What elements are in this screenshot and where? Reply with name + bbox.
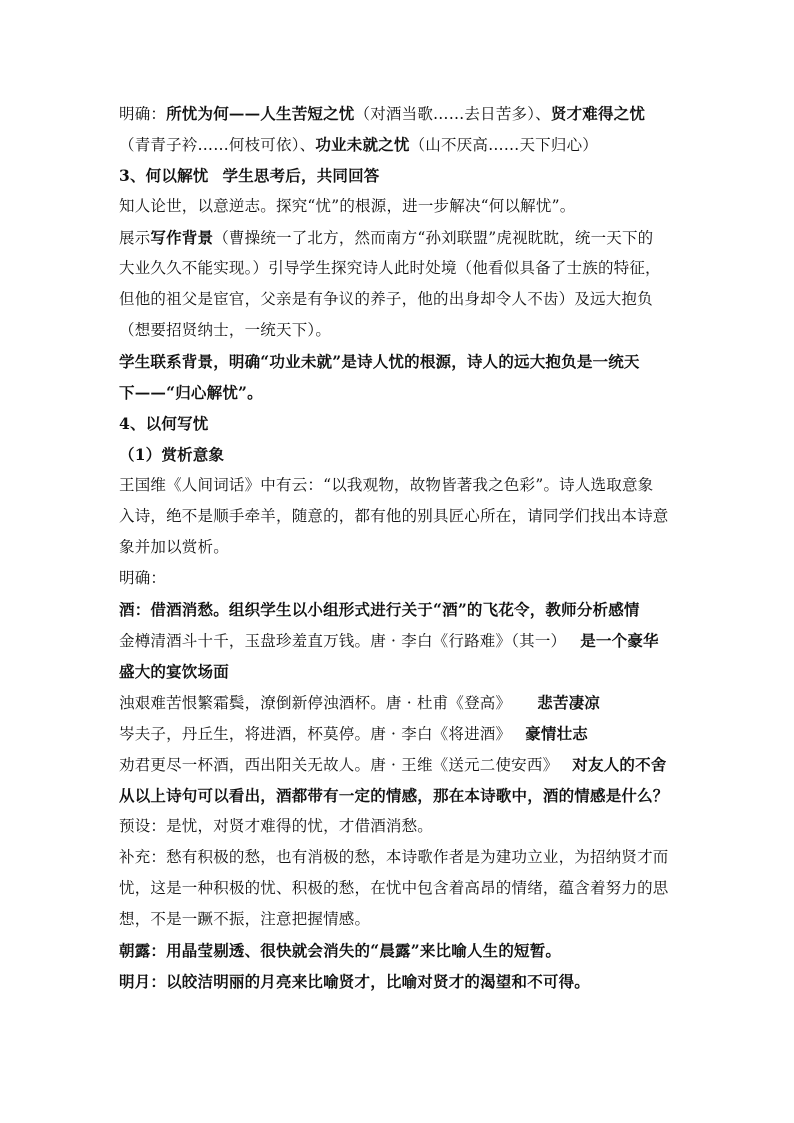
text-line-bold: 朝露：用晶莹剔透、很快就会消失的“晨露”来比喻人生的短暂。 <box>119 941 562 960</box>
text-line: 明确： <box>119 569 167 587</box>
text-line: 但他的祖父是宦官，父亲是有争议的养子，他的出身却令人不齿）及远大抱负 <box>119 290 653 308</box>
text-line-bold: 从以上诗句可以看出，酒都带有一定的情感，那在本诗歌中，酒的情感是什么？ <box>119 786 669 805</box>
text-line: 岑夫子，丹丘生，将进酒，杯莫停。唐 · 李白《将进酒》 豪情壮志 <box>119 724 588 743</box>
text-line: 展示写作背景（曹操统一了北方，然而南方“孙刘联盟”虎视眈眈，统一天下的 <box>119 228 654 247</box>
text-line: （青青子衿……何枝可依）、功业未就之忧（山不厌高……天下归心） <box>119 135 598 154</box>
text-line-bold: 学生联系背景，明确“功业未就”是诗人忧的根源，诗人的远大抱负是一统天 <box>119 352 640 371</box>
text-line-bold: 酒：借酒消愁。组织学生以小组形式进行关于“酒”的飞花令，教师分析感情 <box>119 600 640 619</box>
text-line: 知人论世，以意逆志。探究“忧”的根源，进一步解决“何以解忧”。 <box>119 197 576 215</box>
text-line: 明确：所忧为何——人生苦短之忧（对酒当歌……去日苦多）、贤才难得之忧 <box>119 104 646 123</box>
text-line: 浊艰难苦恨繁霜鬓，潦倒新停浊酒杯。唐 · 杜甫《登高》 悲苦凄凉 <box>119 693 600 712</box>
text-line: 补充：愁有积极的愁，也有消极的愁，本诗歌作者是为建功立业，为招纳贤才而 <box>119 848 669 866</box>
text-line: 大业久久不能实现。）引导学生探究诗人此时处境（他看似具备了士族的特征， <box>119 259 661 277</box>
text-line: 王国维《人间词话》中有云：“以我观物，故物皆著我之色彩”。诗人选取意象 <box>119 476 654 494</box>
section-heading: 4、以何写忧 <box>119 414 209 433</box>
text-line: 金樽清酒斗十千，玉盘珍羞直万钱。唐 · 李白《行路难》（其一） 是一个豪华 <box>119 631 659 650</box>
text-line: 劝君更尽一杯酒，西出阳关无故人。唐 · 王维《送元二使安西》 对友人的不舍 <box>119 755 667 774</box>
text-line: 想，不是一蹶不振，注意把握情感。 <box>119 910 371 928</box>
text-line: 忧，这是一种积极的忧、积极的愁，在忧中包含着高昂的情绪，蕴含着努力的思 <box>119 879 669 897</box>
text-line: 入诗，绝不是顺手牵羊，随意的，都有他的别具匠心所在，请同学们找出本诗意 <box>119 507 669 525</box>
text-line-bold: 下——“归心解忧”。 <box>119 383 263 402</box>
subsection-heading: （1）赏析意象 <box>119 445 225 464</box>
document-body <box>119 98 679 997</box>
text-line-bold: 盛大的宴饮场面 <box>119 662 229 681</box>
text-line: 预设：是忧，对贤才难得的忧，才借酒消愁。 <box>119 817 434 835</box>
text-line-bold: 明月：以皎洁明丽的月亮来比喻贤才，比喻对贤才的渴望和不可得。 <box>119 972 591 991</box>
text-line: 象并加以赏析。 <box>119 538 229 556</box>
section-heading: 3、何以解忧 学生思考后，共同回答 <box>119 166 380 185</box>
text-line: （想要招贤纳士，一统天下）。 <box>119 321 332 339</box>
